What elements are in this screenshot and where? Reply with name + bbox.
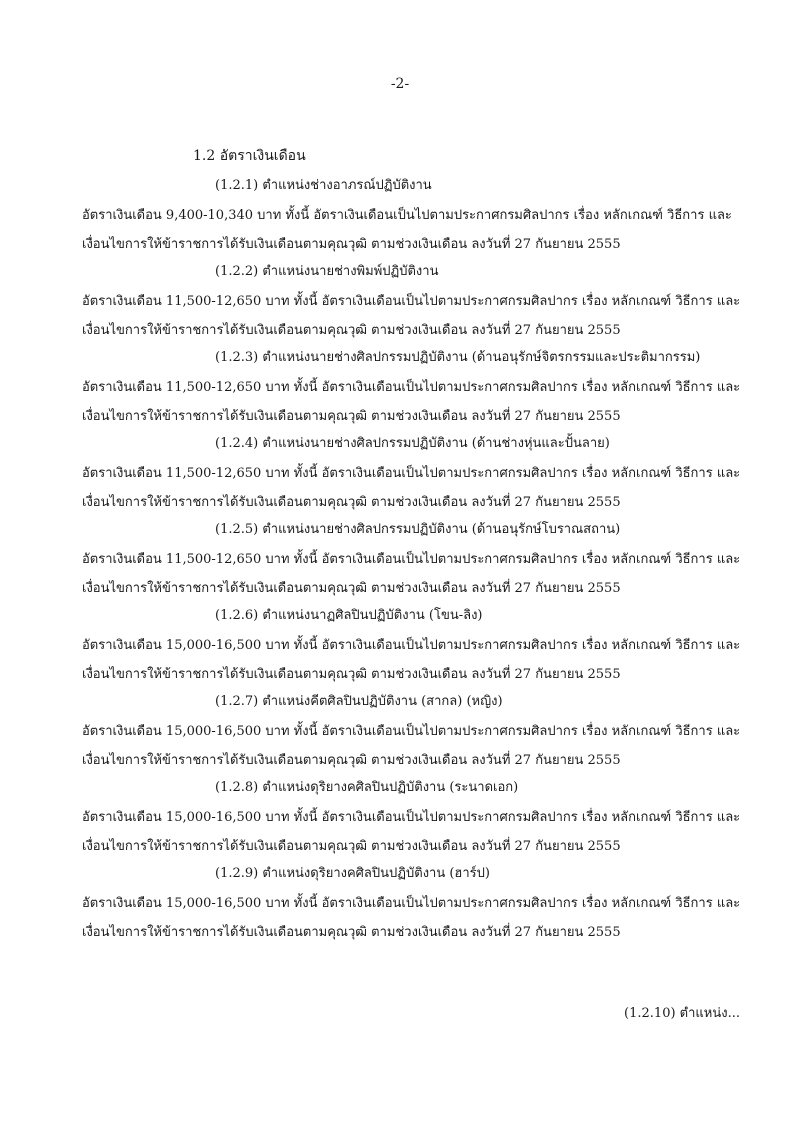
salary-condition-text: เงื่อนไขการให้ข้าราชการได้รับเงินเดือนตามคุณวุฒิ ตามช่วงเงินเดือน ลงวันที่ 27 กันยายน 2555: [82, 925, 621, 940]
salary-rate-text: อัตราเงินเดือน 11,500-12,650 บาท ทั้งนี้ อัตราเงินเดือนเป็นไปตามประกาศกรมศิลปากร เรื่อง หลักเกณฑ์ วิธีการ และ: [82, 466, 741, 481]
salary-item: [0, 604, 800, 690]
salary-rate-text: อัตราเงินเดือน 11,500-12,650 บาท ทั้งนี้ อัตราเงินเดือนเป็นไปตามประกาศกรมศิลปากร เรื่อง หลักเกณฑ์ วิธีการ และ: [82, 380, 741, 395]
salary-rate-text: อัตราเงินเดือน 15,000-16,500 บาท ทั้งนี้ อัตราเงินเดือนเป็นไปตามประกาศกรมศิลปากร เรื่อง หลักเกณฑ์ วิธีการ และ: [82, 896, 741, 911]
salary-item: [0, 690, 800, 776]
position-heading: (1.2.5) ตำแหน่งนายช่างศิลปกรรมปฏิบัติงาน (ด้านอนุรักษ์โบราณสถาน): [215, 522, 621, 537]
salary-item: [0, 862, 800, 948]
position-heading: (1.2.7) ตำแหน่งคีตศิลปินปฏิบัติงาน (สากล) (หญิง): [215, 694, 503, 709]
salary-item: [0, 776, 800, 862]
position-heading: (1.2.8) ตำแหน่งดุริยางคศิลปินปฏิบัติงาน (ระนาดเอก): [215, 780, 519, 795]
salary-item: [0, 518, 800, 604]
position-heading: (1.2.2) ตำแหน่งนายช่างพิมพ์ปฏิบัติงาน: [215, 264, 439, 279]
salary-rate-text: อัตราเงินเดือน 15,000-16,500 บาท ทั้งนี้ อัตราเงินเดือนเป็นไปตามประกาศกรมศิลปากร เรื่อง หลักเกณฑ์ วิธีการ และ: [82, 638, 741, 653]
position-heading: (1.2.9) ตำแหน่งดุริยางคศิลปินปฏิบัติงาน (ฮาร์ป): [215, 866, 490, 881]
salary-rate-text: อัตราเงินเดือน 11,500-12,650 บาท ทั้งนี้ อัตราเงินเดือนเป็นไปตามประกาศกรมศิลปากร เรื่อง หลักเกณฑ์ วิธีการ และ: [82, 552, 741, 567]
salary-rate-text: อัตราเงินเดือน 15,000-16,500 บาท ทั้งนี้ อัตราเงินเดือนเป็นไปตามประกาศกรมศิลปากร เรื่อง หลักเกณฑ์ วิธีการ และ: [82, 724, 741, 739]
position-heading: (1.2.1) ตำแหน่งช่างอาภรณ์ปฏิบัติงาน: [215, 178, 432, 193]
salary-condition-text: เงื่อนไขการให้ข้าราชการได้รับเงินเดือนตามคุณวุฒิ ตามช่วงเงินเดือน ลงวันที่ 27 กันยายน 2555: [82, 581, 621, 596]
section-title: 1.2 อัตราเงินเดือน: [193, 148, 306, 164]
continuation-text: (1.2.10) ตำแหน่ง...: [624, 1006, 740, 1021]
salary-item: [0, 174, 800, 260]
salary-rate-text: อัตราเงินเดือน 11,500-12,650 บาท ทั้งนี้ อัตราเงินเดือนเป็นไปตามประกาศกรมศิลปากร เรื่อง หลักเกณฑ์ วิธีการ และ: [82, 294, 741, 309]
salary-condition-text: เงื่อนไขการให้ข้าราชการได้รับเงินเดือนตามคุณวุฒิ ตามช่วงเงินเดือน ลงวันที่ 27 กันยายน 2555: [82, 409, 621, 424]
salary-condition-text: เงื่อนไขการให้ข้าราชการได้รับเงินเดือนตามคุณวุฒิ ตามช่วงเงินเดือน ลงวันที่ 27 กันยายน 2555: [82, 495, 621, 510]
page-number: -2-: [390, 76, 410, 92]
position-heading: (1.2.4) ตำแหน่งนายช่างศิลปกรรมปฏิบัติงาน (ด้านช่างหุ่นและปั้นลาย): [215, 436, 610, 451]
salary-condition-text: เงื่อนไขการให้ข้าราชการได้รับเงินเดือนตามคุณวุฒิ ตามช่วงเงินเดือน ลงวันที่ 27 กันยายน 2555: [82, 323, 621, 338]
salary-condition-text: เงื่อนไขการให้ข้าราชการได้รับเงินเดือนตามคุณวุฒิ ตามช่วงเงินเดือน ลงวันที่ 27 กันยายน 2555: [82, 237, 621, 252]
salary-condition-text: เงื่อนไขการให้ข้าราชการได้รับเงินเดือนตามคุณวุฒิ ตามช่วงเงินเดือน ลงวันที่ 27 กันยายน 2555: [82, 839, 621, 854]
salary-rate-text: อัตราเงินเดือน 15,000-16,500 บาท ทั้งนี้ อัตราเงินเดือนเป็นไปตามประกาศกรมศิลปากร เรื่อง หลักเกณฑ์ วิธีการ และ: [82, 810, 741, 825]
salary-item: [0, 346, 800, 432]
salary-condition-text: เงื่อนไขการให้ข้าราชการได้รับเงินเดือนตามคุณวุฒิ ตามช่วงเงินเดือน ลงวันที่ 27 กันยายน 2555: [82, 667, 621, 682]
salary-item: [0, 260, 800, 346]
salary-item: [0, 432, 800, 518]
salary-sections: [0, 174, 800, 948]
salary-rate-text: อัตราเงินเดือน 9,400-10,340 บาท ทั้งนี้ อัตราเงินเดือนเป็นไปตามประกาศกรมศิลปากร เรื่อง หลักเกณฑ์ วิธีการ และ: [82, 208, 732, 223]
position-heading: (1.2.6) ตำแหน่งนาฏศิลปินปฏิบัติงาน (โขน-ลิง): [215, 608, 483, 623]
salary-condition-text: เงื่อนไขการให้ข้าราชการได้รับเงินเดือนตามคุณวุฒิ ตามช่วงเงินเดือน ลงวันที่ 27 กันยายน 2555: [82, 753, 621, 768]
position-heading: (1.2.3) ตำแหน่งนายช่างศิลปกรรมปฏิบัติงาน (ด้านอนุรักษ์จิตรกรรมและประติมากรรม): [215, 350, 701, 365]
